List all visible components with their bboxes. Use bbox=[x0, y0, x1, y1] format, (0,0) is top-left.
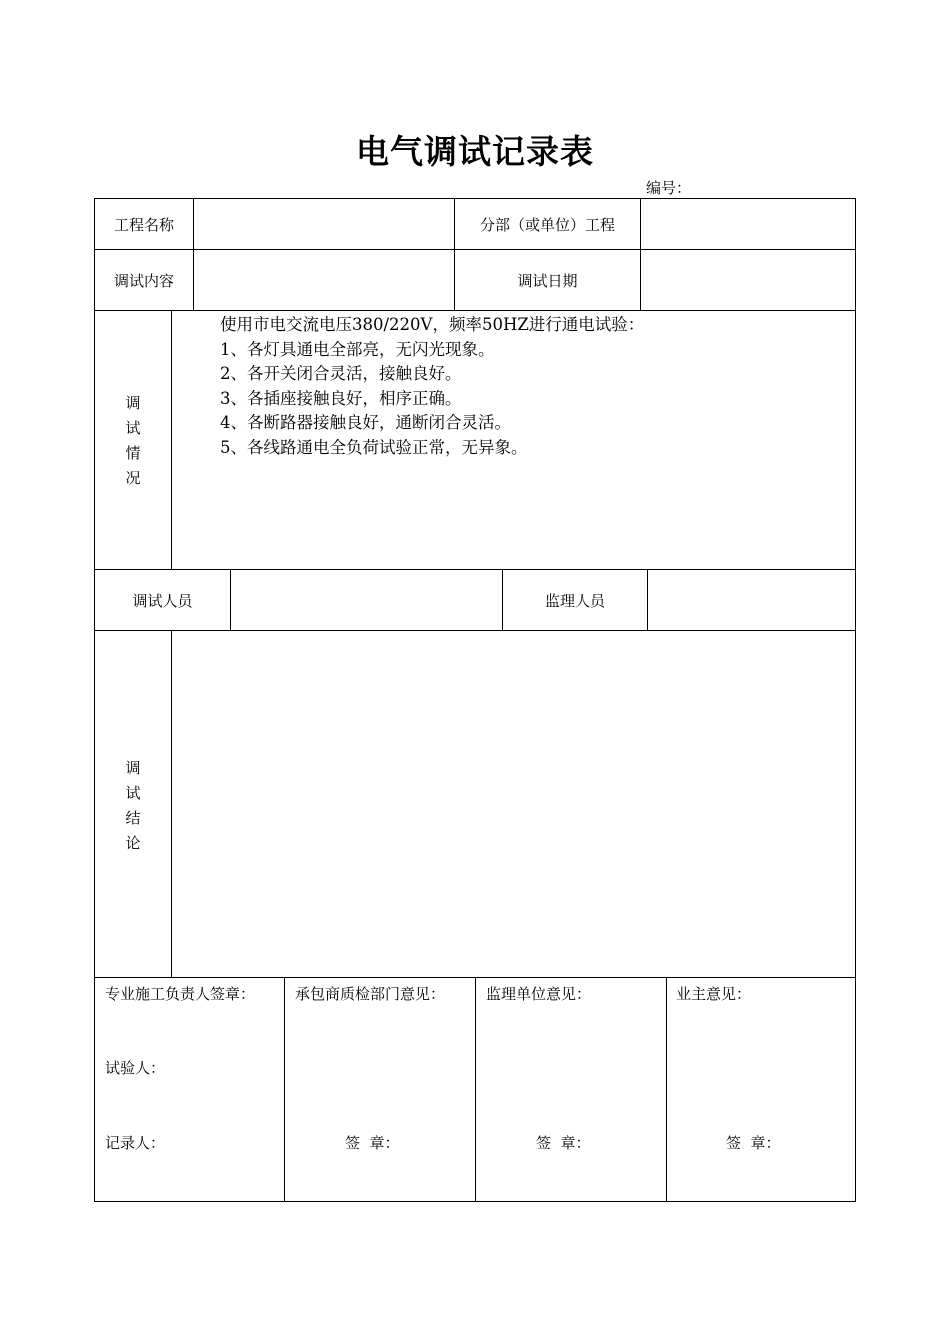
supervision-unit-opinion-label: 监理单位意见： bbox=[486, 985, 592, 1003]
col-divider bbox=[666, 977, 667, 1201]
project-name-label: 工程名称 bbox=[113, 215, 174, 234]
project-name-field[interactable] bbox=[194, 199, 454, 249]
test-date-label: 调试日期 bbox=[517, 271, 578, 290]
supervisor-label: 监理人员 bbox=[544, 591, 605, 610]
tester-field[interactable] bbox=[231, 570, 502, 630]
owner-seal-label: 签 章： bbox=[726, 1134, 781, 1152]
sub-project-label: 分部（或单位）工程 bbox=[479, 215, 615, 234]
situation-item: 5、各线路通电全负荷试验正常，无异象。 bbox=[220, 437, 528, 457]
conclusion-label: 调 试 结 论 bbox=[125, 759, 141, 852]
situation-content bbox=[220, 313, 644, 460]
situation-item: 2、各开关闭合灵活，接触良好。 bbox=[220, 364, 462, 383]
owner-opinion-label: 业主意见： bbox=[676, 985, 752, 1003]
debug-record-form bbox=[94, 198, 856, 1202]
construction-head-sign-label: 专业施工负责人签章： bbox=[105, 985, 256, 1003]
test-content-field[interactable] bbox=[194, 250, 454, 310]
row-divider bbox=[95, 310, 855, 311]
supervision-seal-label: 签 章： bbox=[536, 1134, 591, 1152]
tester-sign-label: 试验人： bbox=[105, 1059, 166, 1077]
col-divider bbox=[475, 977, 476, 1201]
col-divider bbox=[284, 977, 285, 1201]
page-title: 电气调试记录表 bbox=[356, 132, 594, 171]
situation-item: 3、各插座接触良好，相序正确。 bbox=[220, 388, 462, 408]
recorder-sign-label: 记录人： bbox=[105, 1134, 166, 1152]
test-content-label: 调试内容 bbox=[113, 271, 174, 290]
contractor-seal-label: 签 章： bbox=[345, 1134, 400, 1152]
supervisor-field[interactable] bbox=[648, 570, 855, 630]
sub-project-field[interactable] bbox=[641, 199, 855, 249]
contractor-qc-opinion-label: 承包商质检部门意见： bbox=[295, 985, 446, 1003]
situation-label: 调 试 情 况 bbox=[125, 394, 141, 487]
situation-item: 4、各断路器接触良好，通断闭合灵活。 bbox=[220, 413, 511, 432]
test-date-field[interactable] bbox=[641, 250, 855, 310]
tester-label: 调试人员 bbox=[132, 591, 193, 610]
doc-number-label: 编号： bbox=[646, 179, 692, 197]
col-divider bbox=[171, 310, 172, 569]
situation-item: 1、各灯具通电全部亮，无闪光现象。 bbox=[220, 339, 495, 359]
situation-intro: 使用市电交流电压380/220V，频率50HZ进行通电试验： bbox=[220, 315, 645, 334]
conclusion-field[interactable] bbox=[172, 631, 855, 977]
